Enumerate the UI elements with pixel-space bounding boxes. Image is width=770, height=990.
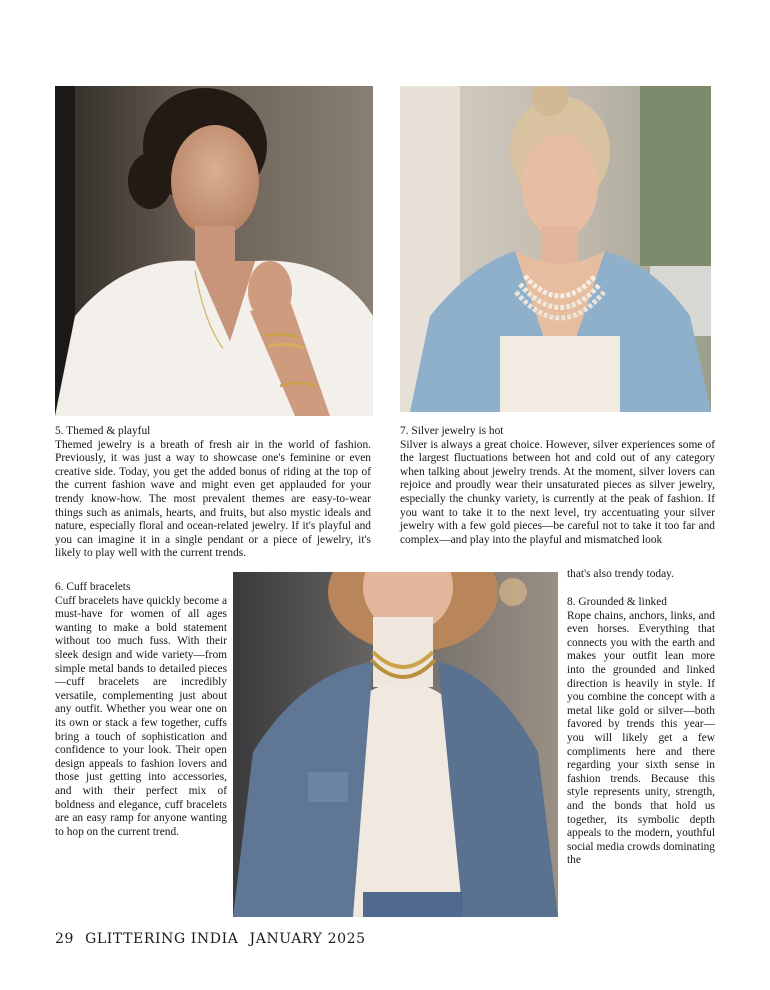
section-cuff-bracelets: [55, 581, 227, 839]
section-grounded-linked: [567, 596, 715, 868]
photo-woman-blue-blazer: [400, 86, 711, 412]
section-heading: 6. Cuff bracelets: [55, 581, 131, 593]
section-body-continuation: that's also trendy today.: [567, 568, 674, 580]
section-body: Themed jewelry is a breath of fresh air in the world of fashion. Previously, it was just a way to showcase one's feminine or even creative side. Today, you get the added bonus of riding at the top of the current fashion wave and might even get applauded for your trendy know-how. The most prevalent themes are easy-to-wear things such as animals, hearts, and fruits, but also mystic ideals and nature, especially floral and ocean-related jewelry. If it's playful and you can imagine it in a single pendant or a piece of jewelry, it's likely to play well with the current trends.: [55, 438, 371, 560]
section-silver-jewelry: [400, 425, 715, 547]
section-heading: 5. Themed & playful: [55, 425, 151, 437]
photo-woman-white-blouse: [55, 86, 373, 416]
section-body: Silver is always a great choice. However, silver experiences some of the largest fluctuations between hot and cold out of any category when talking about jewelry trends. At the moment, silver lovers can rejoice and proudly wear their unsaturated pieces as silver jewelry, especially the chunky variety, is currently at the peak of fashion. If you want to take it to the next level, try accentuating your silver jewelry with a few gold pieces—be careful not to take it too far and complex—and play into the playful and mismatched look: [400, 438, 715, 546]
page-footer: [55, 931, 372, 947]
section-themed-playful: [55, 425, 371, 561]
section-heading: 7. Silver jewelry is hot: [400, 425, 504, 437]
section-body: Rope chains, anchors, links, and even horses. Everything that connects you with the earth and makes your outfit lean more into the grounded and linked direction is heavily in style. If you combine the concept with a metal like gold or silver—both favored by trends this year—you will likely get a few compliments here and there regarding your sixth sense in fashion trends. Because this style represents unity, strength, and the bonds that hold us together, its symbolic depth appeals to the modern, youthful social media crowds dominating the: [567, 609, 715, 867]
page-number: 29: [55, 931, 75, 947]
section-body: Cuff bracelets have quickly become a must-have for women of all ages wanting to make a bold statement without too much fuss. With their sleek design and wide variety—from simple metal bands to detailed pieces—cuff bracelets are incredibly versatile, complementing just about any outfit. Whether you wear one on its own or stack a few together, cuffs bring a touch of sophistication and confidence to your look. Their open design appeals to fashion lovers and those just getting into accessories, and with their perfect mix of boldness and elegance, cuff bracelets are an easy ramp for anyone wanting to hop on the current trend.: [55, 594, 227, 838]
magazine-name: GLITTERING INDIA: [85, 931, 239, 947]
section-heading: 8. Grounded & linked: [567, 596, 667, 608]
issue-date: JANUARY 2025: [249, 931, 366, 947]
photo-woman-denim-jacket: [233, 572, 558, 917]
